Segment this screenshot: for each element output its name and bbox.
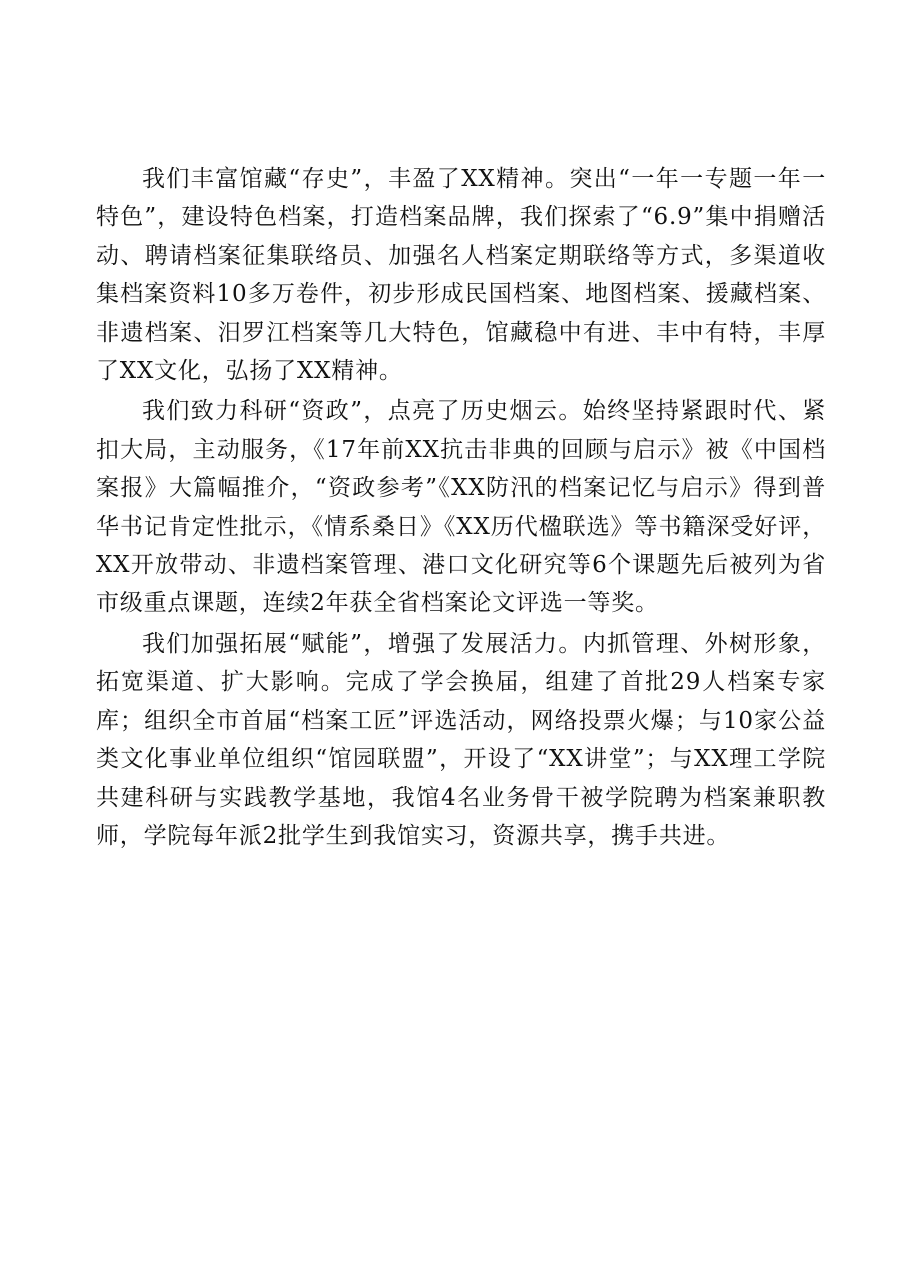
document-body (96, 160, 826, 857)
paragraph-collection: 我们丰富馆藏“存史”，丰盈了XX精神。突出“一年一专题一年一特色”，建设特色档案，打造档案品牌，我们探索了“6.9”集中捐赠活动、聘请档案征集联络员、加强名人档案定期联络等方式，多渠道收集档案资料10多万卷件，初步形成民国档案、地图档案、援藏档案、非遗档案、汨罗江档案等几大特色，馆藏稳中有进、丰中有特，丰厚了XX文化，弘扬了XX精神。 (96, 166, 826, 385)
paragraph-research: 我们致力科研“资政”，点亮了历史烟云。始终坚持紧跟时代、紧扣大局，主动服务，《17年前XX抗击非典的回顾与启示》被《中国档案报》大篇幅推介，“资政参考”《XX防汛的档案记忆与启示》得到普华书记肯定性批示，《情系桑日》《XX历代楹联选》等书籍深受好评，XX开放带动、非遗档案管理、港口文化研究等6个课题先后被列为省市级重点课题，连续2年获全省档案论文评选一等奖。 (96, 398, 826, 617)
paragraph-expansion: 我们加强拓展“赋能”，增强了发展活力。内抓管理、外树形象，拓宽渠道、扩大影响。完成了学会换届，组建了首批29人档案专家库；组织全市首届“档案工匠”评选活动，网络投票火爆；与10家公益类文化事业单位组织“馆园联盟”，开设了“XX讲堂”；与XX理工学院共建科研与实践教学基地，我馆4名业务骨干被学院聘为档案兼职教师，学院每年派2批学生到我馆实习，资源共享，携手共进。 (96, 630, 826, 849)
